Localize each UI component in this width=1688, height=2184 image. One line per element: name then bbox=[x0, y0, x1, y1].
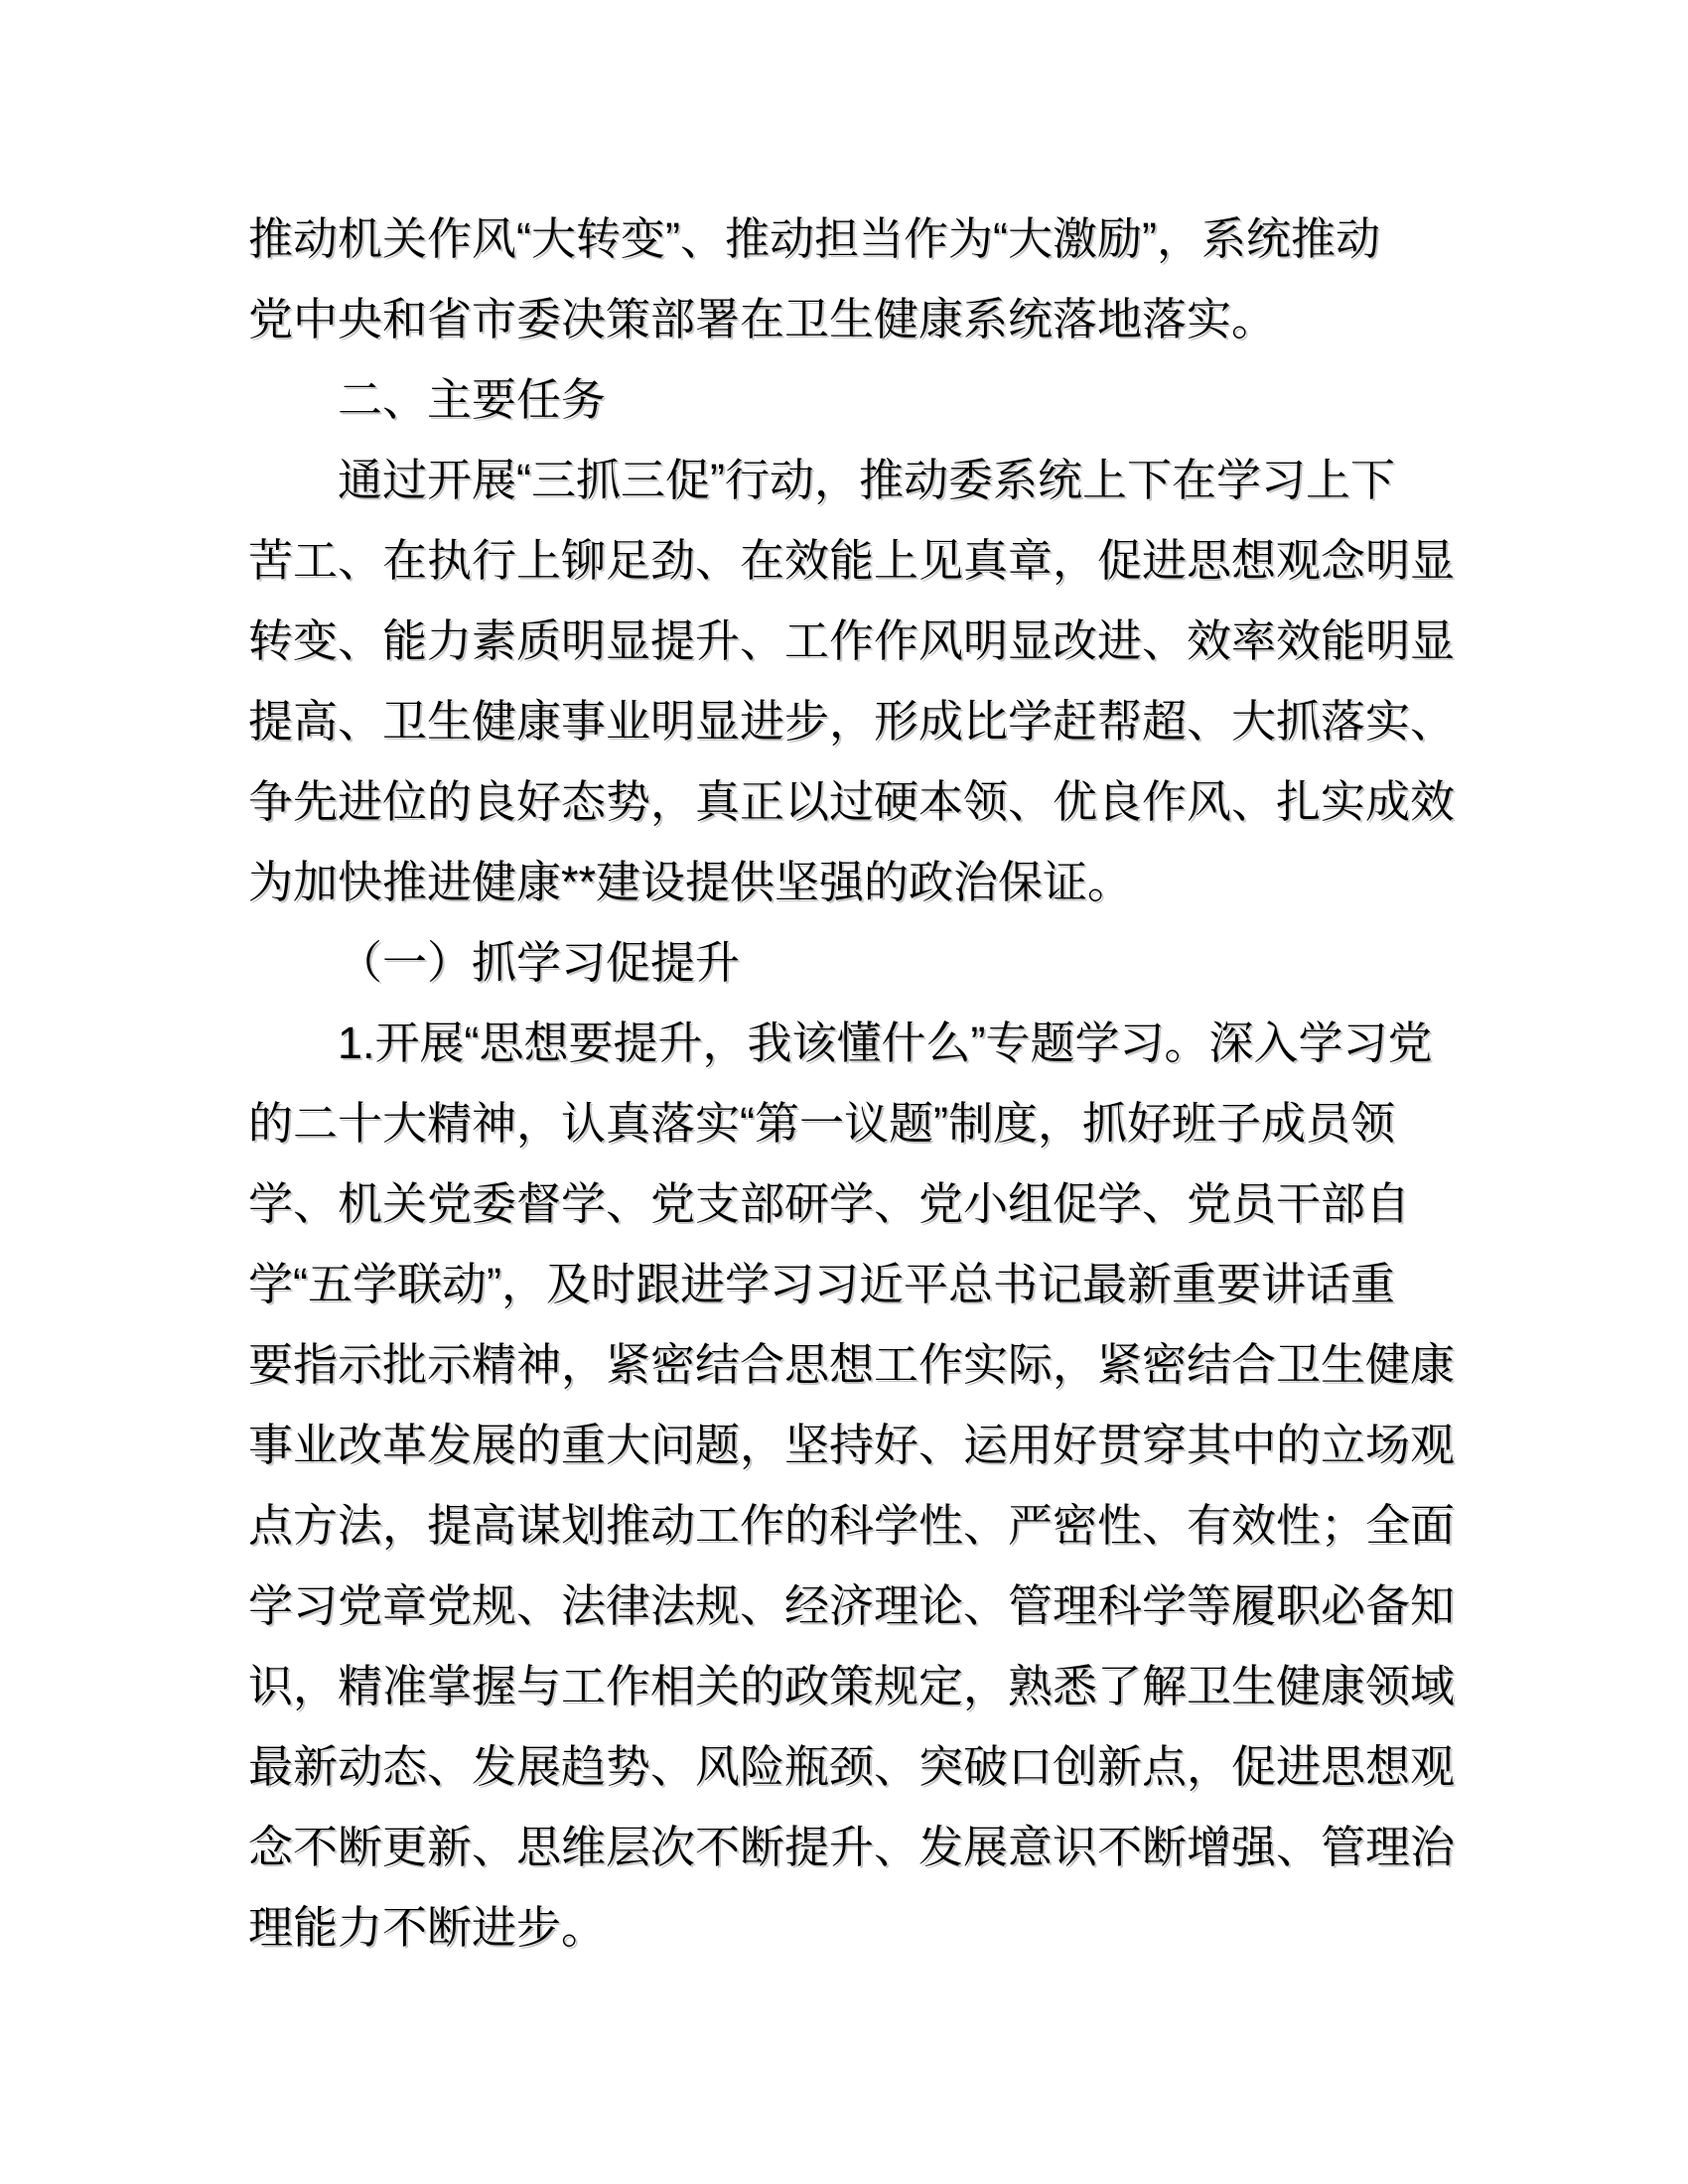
paragraph-line: 点方法，提高谋划推动工作的科学性、严密性、有效性；全面 bbox=[248, 1500, 1456, 1551]
paragraph-line: 事业改革发展的重大问题，坚持好、运用好贯穿其中的立场观 bbox=[248, 1420, 1456, 1470]
paragraph-line: 念不断更新、思维层次不断提升、发展意识不断增强、管理治 bbox=[248, 1822, 1456, 1872]
document-body bbox=[248, 199, 1465, 1968]
paragraph-line: 识，精准掌握与工作相关的政策规定，熟悉了解卫生健康领域 bbox=[248, 1661, 1456, 1711]
paragraph-line: 为加快推进健康**建设提供坚强的政治保证。 bbox=[248, 857, 1133, 907]
paragraph-line: 1.开展“思想要提升，我该懂什么”专题学习。深入学习党 bbox=[338, 1018, 1433, 1068]
paragraph-line: 推动机关作风“大转变”、推动担当作为“大激励”，系统推动 bbox=[248, 213, 1380, 264]
paragraph-line: 通过开展“三抓三促”行动，推动委系统上下在学习上下 bbox=[338, 455, 1395, 505]
paragraph-line: 苦工、在执行上铆足劲、在效能上见真章，促进思想观念明显 bbox=[248, 535, 1456, 586]
paragraph-line: 要指示批示精神，紧密结合思想工作实际，紧密结合卫生健康 bbox=[248, 1339, 1456, 1390]
paragraph-line: 争先进位的良好态势，真正以过硬本领、优良作风、扎实成效 bbox=[248, 776, 1456, 827]
paragraph-line: 学、机关党委督学、党支部研学、党小组促学、党员干部自 bbox=[248, 1178, 1411, 1229]
paragraph-line: 转变、能力素质明显提升、工作作风明显改进、效率效能明显 bbox=[248, 615, 1456, 666]
paragraph-line: 提高、卫生健康事业明显进步，形成比学赶帮超、大抓落实、 bbox=[248, 696, 1456, 747]
paragraph-line: 党中央和省市委决策部署在卫生健康系统落地落实。 bbox=[248, 294, 1277, 344]
paragraph-line: 学“五学联动”，及时跟进学习习近平总书记最新重要讲话重 bbox=[248, 1259, 1395, 1309]
paragraph-line: 最新动态、发展趋势、风险瓶颈、突破口创新点，促进思想观 bbox=[248, 1741, 1456, 1792]
paragraph-line: 理能力不断进步。 bbox=[248, 1902, 607, 1953]
subheading-line: （一）抓学习促提升 bbox=[338, 937, 741, 988]
paragraph-line: 的二十大精神，认真落实“第一议题”制度，抓好班子成员领 bbox=[248, 1098, 1395, 1149]
heading-line: 二、主要任务 bbox=[338, 374, 607, 425]
paragraph-line: 学习党章党规、法律法规、经济理论、管理科学等履职必备知 bbox=[248, 1580, 1456, 1631]
